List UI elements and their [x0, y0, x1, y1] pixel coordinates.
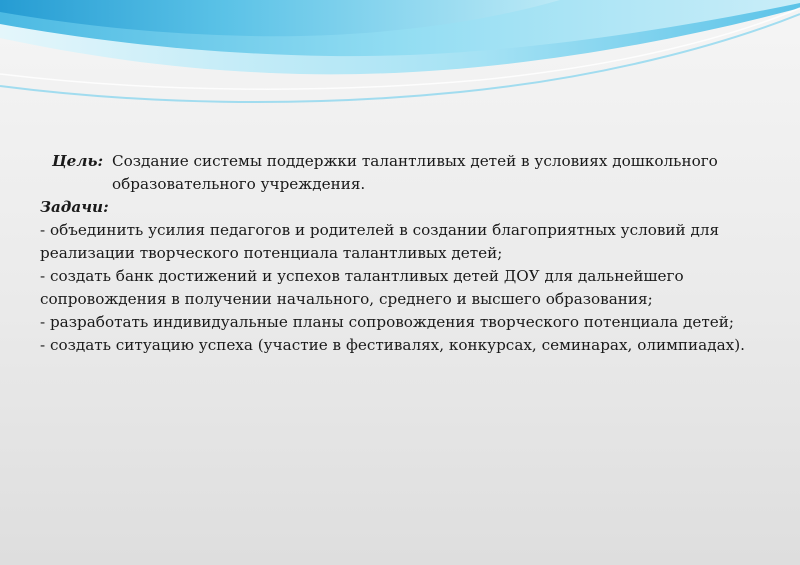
wave-header-decoration — [0, 0, 800, 110]
task-item: - создать ситуацию успеха (участие в фестивалях, конкурсах, семинарах, олимпиадах). — [40, 336, 745, 354]
task-item: - разработать индивидуальные планы сопровождения творческого потенциала детей; — [40, 313, 735, 331]
task-item: - объединить усилия педагогов и родителей в создании благоприятных условий для реализации творческого потенциала талантливых детей; — [40, 221, 720, 262]
slide-content — [40, 150, 770, 357]
goal-row — [40, 150, 770, 196]
tasks-label: Задачи: — [40, 198, 109, 216]
goal-label: Цель: — [52, 152, 104, 170]
task-item: - создать банк достижений и успехов талантливых детей ДОУ для дальнейшего сопровождения в получении начального, среднего и высшего образования; — [40, 267, 684, 308]
goal-text: Создание системы поддержки талантливых детей в условиях дошкольного образовательного учреждения. — [112, 152, 718, 193]
